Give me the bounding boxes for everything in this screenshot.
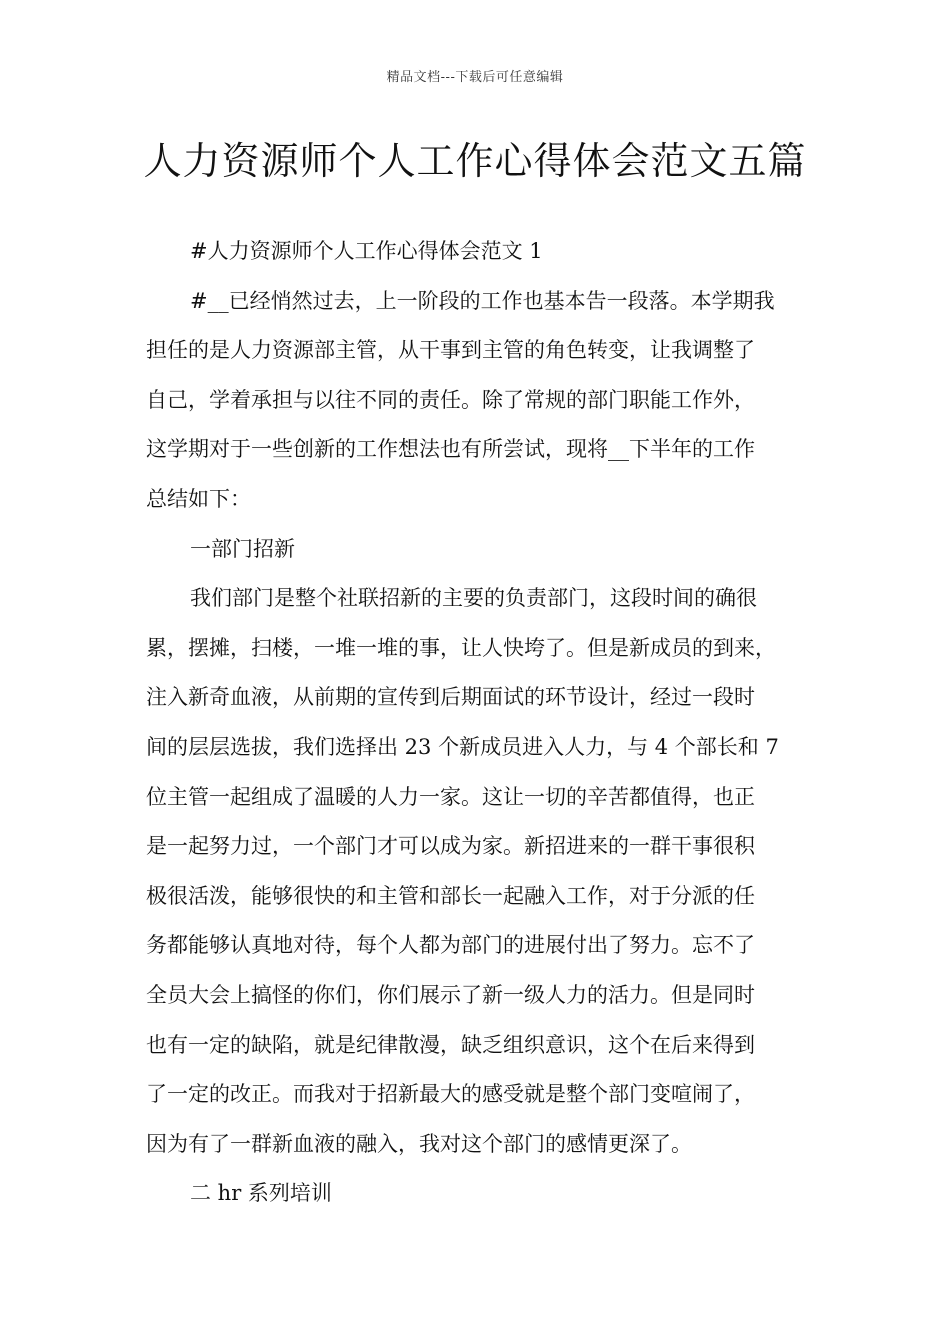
paragraph-line: 担任的是人力资源部主管，从干事到主管的角色转变，让我调整了 [146, 338, 755, 363]
paragraph-line: 全员大会上搞怪的你们，你们展示了新一级人力的活力。但是同时 [146, 982, 755, 1007]
section-heading: #人力资源师个人工作心得体会范文 1 [190, 239, 543, 263]
document-body [146, 227, 826, 1219]
paragraph-line: 自己，学着承担与以往不同的责任。除了常规的部门职能工作外， [146, 387, 755, 412]
paragraph-line: 这学期对于一些创新的工作想法也有所尝试，现将__下半年的工作 [146, 437, 755, 462]
paragraph-line: 间的层层选拔，我们选择出 23 个新成员进入人力，与 4 个部长和 7 [146, 734, 779, 759]
paragraph-line: 务都能够认真地对待，每个人都为部门的进展付出了努力。忘不了 [146, 933, 755, 958]
paragraph-line: #__已经悄然过去，上一阶段的工作也基本告一段落。本学期我 [190, 288, 775, 313]
paragraph-line: 注入新奇血液，从前期的宣传到后期面试的环节设计，经过一段时 [146, 685, 755, 710]
paragraph-line: 位主管一起组成了温暖的人力一家。这让一切的辛苦都值得，也正 [146, 784, 755, 809]
paragraph-line: 也有一定的缺陷，就是纪律散漫，缺乏组织意识，这个在后来得到 [146, 1032, 755, 1057]
paragraph-line: 极很活泼，能够很快的和主管和部长一起融入工作，对于分派的任 [146, 883, 755, 908]
header-note: 精品文档---下载后可任意编辑 [386, 70, 564, 85]
section-heading: 一部门招新 [190, 536, 295, 561]
document-title: 人力资源师个人工作心得体会范文五篇 [143, 139, 807, 183]
section-heading: 二 hr 系列培训 [190, 1181, 332, 1206]
paragraph-line: 因为有了一群新血液的融入，我对这个部门的感情更深了。 [146, 1131, 692, 1156]
paragraph-line: 是一起努力过，一个部门才可以成为家。新招进来的一群干事很积 [146, 834, 755, 859]
paragraph-line: 总结如下： [146, 486, 251, 511]
paragraph-line: 累，摆摊，扫楼，一堆一堆的事，让人快垮了。但是新成员的到来， [146, 635, 776, 660]
paragraph-line: 我们部门是整个社联招新的主要的负责部门，这段时间的确很 [190, 586, 757, 611]
paragraph-line: 了一定的改正。而我对于招新最大的感受就是整个部门变喧闹了， [146, 1082, 755, 1107]
